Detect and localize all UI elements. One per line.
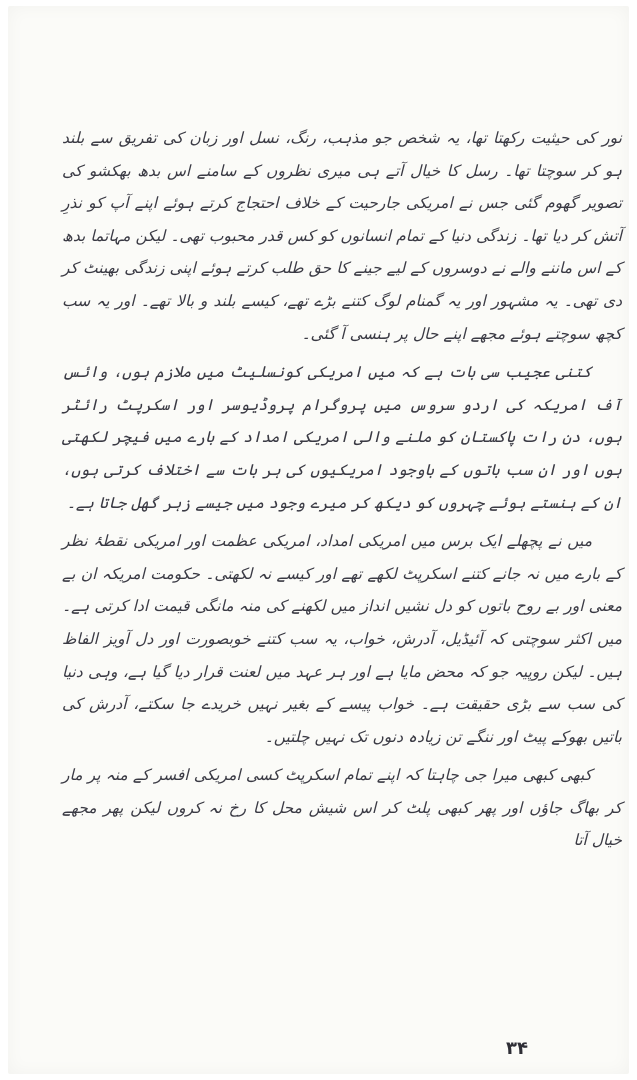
page-number: ۳۴ bbox=[506, 1038, 528, 1059]
paragraph-2: کتنی عجیب سی بات ہے کہ میں امریکی کونسلیٹ میں ملازم ہوں، وائس آف امریکہ کی اردو سروس میں پروگرام پروڈیوسر اور اسکرپٹ رائٹر ہوں، دن رات پاکستان کو ملنے والی امریکی امداد کے بارے میں فیچر لکھتی ہوں اور ان سب باتوں کے باوجود امریکیوں کی ہر بات سے اختلاف کرتی ہوں، ان کے ہنستے ہوئے چہروں کو دیکھ کر میرے وجود میں جیسے زہر گھل جاتا ہے۔ bbox=[62, 363, 622, 512]
paragraph-4: کبھی کبھی میرا جی چاہتا کہ اپنے تمام اسکرپٹ کسی امریکی افسر کے منہ پر مار کر بھاگ جاؤں اور پھر کبھی پلٹ کر اس شیش محل کا رخ نہ کروں لیکن پھر مجھے خیال آتا bbox=[62, 766, 622, 850]
body-text bbox=[62, 122, 622, 857]
paragraph-3: میں نے پچھلے ایک برس میں امریکی امداد، امریکی عظمت اور امریکی نقطۂ نظر کے بارے میں نہ جانے کتنے اسکرپٹ لکھے تھے اور کیسے نہ لکھتی۔ حکومت امریکہ ان بے معنی اور بے روح باتوں کو دل نشیں انداز میں لکھنے کی منہ مانگی قیمت ادا کرتی ہے۔ میں اکثر سوچتی کہ آئیڈیل، آدرش، خواب، یہ سب کتنے خوبصورت اور دل آویز الفاظ ہیں۔ لیکن روپیہ جو کہ محض مایا ہے اور ہر عہد میں لعنت قرار دیا گیا ہے، وہی دنیا کی سب سے بڑی حقیقت ہے۔ خواب پیسے کے بغیر نہیں خریدے جا سکتے، آدرش کی باتیں بھوکے پیٹ اور ننگے تن زیادہ دنوں تک نہیں چلتیں۔ bbox=[62, 532, 622, 746]
paragraph-1: نور کی حیثیت رکھتا تھا، یہ شخص جو مذہب، رنگ، نسل اور زبان کی تفریق سے بلند ہو کر سوچتا تھا۔ رسل کا خیال آتے ہی میری نظروں کے سامنے اس بدھ بھکشو کی تصویر گھوم گئی جس نے امریکی جارحیت کے خلاف احتجاج کرتے ہوئے اپنے آپ کو نذرِ آتش کر دیا تھا۔ زندگی دنیا کے تمام انسانوں کو کس قدر محبوب تھی۔ لیکن مہاتما بدھ کے اس ماننے والے نے دوسروں کے لیے جینے کا حق طلب کرتے ہوئے اپنی زندگی بھینٹ کر دی تھی۔ یہ مشہور اور یہ گمنام لوگ کتنے بڑے تھے، کیسے بلند و بالا تھے۔ اور یہ سب کچھ سوچتے ہوئے مجھے اپنے حال پر ہنسی آ گئی۔ bbox=[62, 129, 622, 343]
